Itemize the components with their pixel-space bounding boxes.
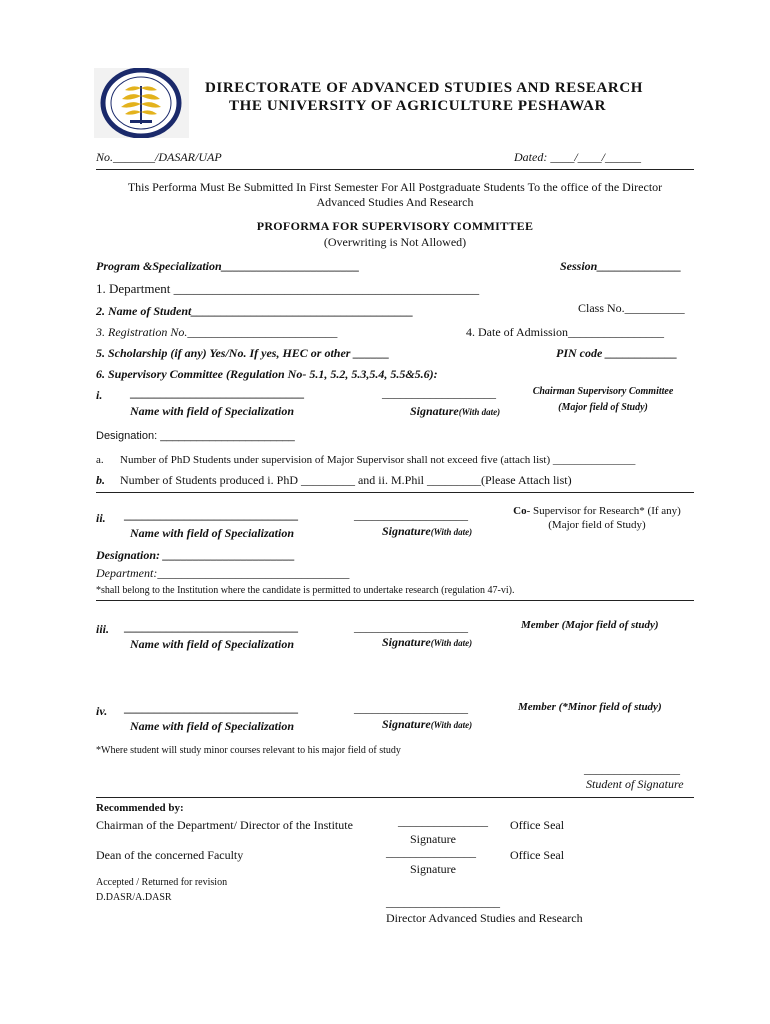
student-name-field[interactable]: 2. Name of Student_____________________________________ xyxy=(96,304,414,318)
member-i-role: Chairman Supervisory Committee xyxy=(532,386,674,397)
member-i-field: (Major field of Study) xyxy=(558,402,648,413)
member-i-name-line[interactable]: _____________________________ xyxy=(130,386,304,400)
recommended-heading: Recommended by: xyxy=(96,802,184,814)
member-ii-number: ii. xyxy=(96,511,106,525)
admission-date-field[interactable]: 4. Date of Admission________________ xyxy=(466,325,664,339)
dean-label: Dean of the concerned Faculty xyxy=(96,848,244,862)
office-seal-1: Office Seal xyxy=(510,818,565,832)
committee-heading: 6. Supervisory Committee (Regulation No- 5.1, 5.2, 5.3,5.4, 5.5&5.6): xyxy=(96,367,438,381)
chairman-signature-label: Signature xyxy=(410,832,456,846)
header-title-line1: DIRECTORATE OF ADVANCED STUDIES AND RESEARCH xyxy=(205,80,644,96)
member-ii-department[interactable]: Department:________________________________ xyxy=(96,566,350,580)
section-divider-2 xyxy=(96,600,694,601)
member-i-designation[interactable]: Designation: ______________________ xyxy=(96,430,295,442)
member-iii-role: Member (Major field of study) xyxy=(521,619,659,631)
date-field: Dated: ____/____/______ xyxy=(514,150,641,164)
intro-line2: Advanced Studies And Research xyxy=(316,195,474,209)
member-iv-signature-line[interactable]: ___________________ xyxy=(354,701,468,715)
member-ii-signature-line[interactable]: ___________________ xyxy=(354,508,468,522)
dasr-label: D.DASR/A.DASR xyxy=(96,892,172,903)
chairman-label: Chairman of the Department/ Director of the Institute xyxy=(96,818,353,832)
department-field[interactable]: 1. Department _______________________________________________ xyxy=(96,281,480,296)
student-signature-line[interactable]: ________________ xyxy=(584,762,680,776)
form-note: (Overwriting is Not Allowed) xyxy=(323,235,467,249)
header-divider xyxy=(96,169,694,170)
member-iv-note: *Where student will study minor courses relevant to his major field of study xyxy=(96,745,401,756)
office-seal-2: Office Seal xyxy=(510,848,565,862)
member-iii-name-line[interactable]: _____________________________ xyxy=(124,620,298,634)
member-iii-signature-label: Signature(With date) xyxy=(382,635,473,649)
scholarship-field[interactable]: 5. Scholarship (if any) Yes/No. If yes, HEC or other ______ xyxy=(96,346,390,360)
item-b-text[interactable]: Number of Students produced i. PhD _________ and ii. M.Phil _________(Please Attach list) xyxy=(120,473,572,487)
dean-signature-label: Signature xyxy=(410,862,456,876)
member-ii-name-line[interactable]: _____________________________ xyxy=(124,508,298,522)
session-field[interactable]: Session______________ xyxy=(560,259,682,273)
section-divider-1 xyxy=(96,492,694,493)
member-i-number: i. xyxy=(96,388,103,402)
member-iv-role: Member (*Minor field of study) xyxy=(518,701,662,713)
form-title: PROFORMA FOR SUPERVISORY COMMITTEE xyxy=(256,219,534,233)
chairman-signature-line[interactable]: _______________ xyxy=(398,814,488,828)
dean-signature-line[interactable]: _______________ xyxy=(386,845,476,859)
member-ii-note: *shall belong to the Institution where the candidate is permitted to undertake research (regulation 47-vi). xyxy=(96,585,515,596)
header-title-line2: THE UNIVERSITY OF AGRICULTURE PESHAWAR xyxy=(229,98,607,114)
item-a-number: a. xyxy=(96,454,104,466)
intro-line1: This Performa Must Be Submitted In First Semester For All Postgraduate Students To the office of the Director xyxy=(127,180,663,194)
member-iii-number: iii. xyxy=(96,622,110,636)
member-iv-number: iv. xyxy=(96,704,108,718)
member-i-signature-line[interactable]: ___________________ xyxy=(382,386,496,400)
director-signature-line[interactable]: ___________________ xyxy=(386,895,500,909)
member-i-signature-label: Signature(With date) xyxy=(410,404,501,418)
member-ii-name-label: Name with field of Specialization xyxy=(130,526,294,540)
program-field[interactable]: Program &Specialization_______________________ xyxy=(96,259,360,273)
member-ii-signature-label: Signature(With date) xyxy=(382,524,473,538)
member-iii-name-label: Name with field of Specialization xyxy=(130,637,294,651)
member-iv-signature-label: Signature(With date) xyxy=(382,717,473,731)
member-ii-designation[interactable]: Designation: ______________________ xyxy=(96,548,296,562)
pin-code-field[interactable]: PIN code ____________ xyxy=(556,346,678,360)
class-no-field[interactable]: Class No.__________ xyxy=(578,301,685,315)
student-signature-label: Student of Signature xyxy=(586,777,684,791)
member-iv-name-line[interactable]: _____________________________ xyxy=(124,701,298,715)
university-logo xyxy=(94,68,189,138)
director-label: Director Advanced Studies and Research xyxy=(386,911,583,925)
reference-number: No._______/DASAR/UAP xyxy=(96,150,222,164)
item-a-text[interactable]: Number of PhD Students under supervision of Major Supervisor shall not exceed five (attach list) _______________ xyxy=(120,454,636,466)
section-divider-3 xyxy=(96,797,694,798)
accepted-returned-label: Accepted / Returned for revision xyxy=(96,877,228,888)
member-iv-name-label: Name with field of Specialization xyxy=(130,719,294,733)
logo-seal-icon xyxy=(94,68,189,138)
member-iii-signature-line[interactable]: ___________________ xyxy=(354,620,468,634)
member-i-name-label: Name with field of Specialization xyxy=(130,404,294,418)
member-ii-field: (Major field of Study) xyxy=(548,519,646,531)
registration-field[interactable]: 3. Registration No._________________________ xyxy=(96,325,338,339)
item-b-number: b. xyxy=(96,473,105,487)
member-ii-role: Co- Supervisor for Research* (If any) xyxy=(513,505,681,517)
